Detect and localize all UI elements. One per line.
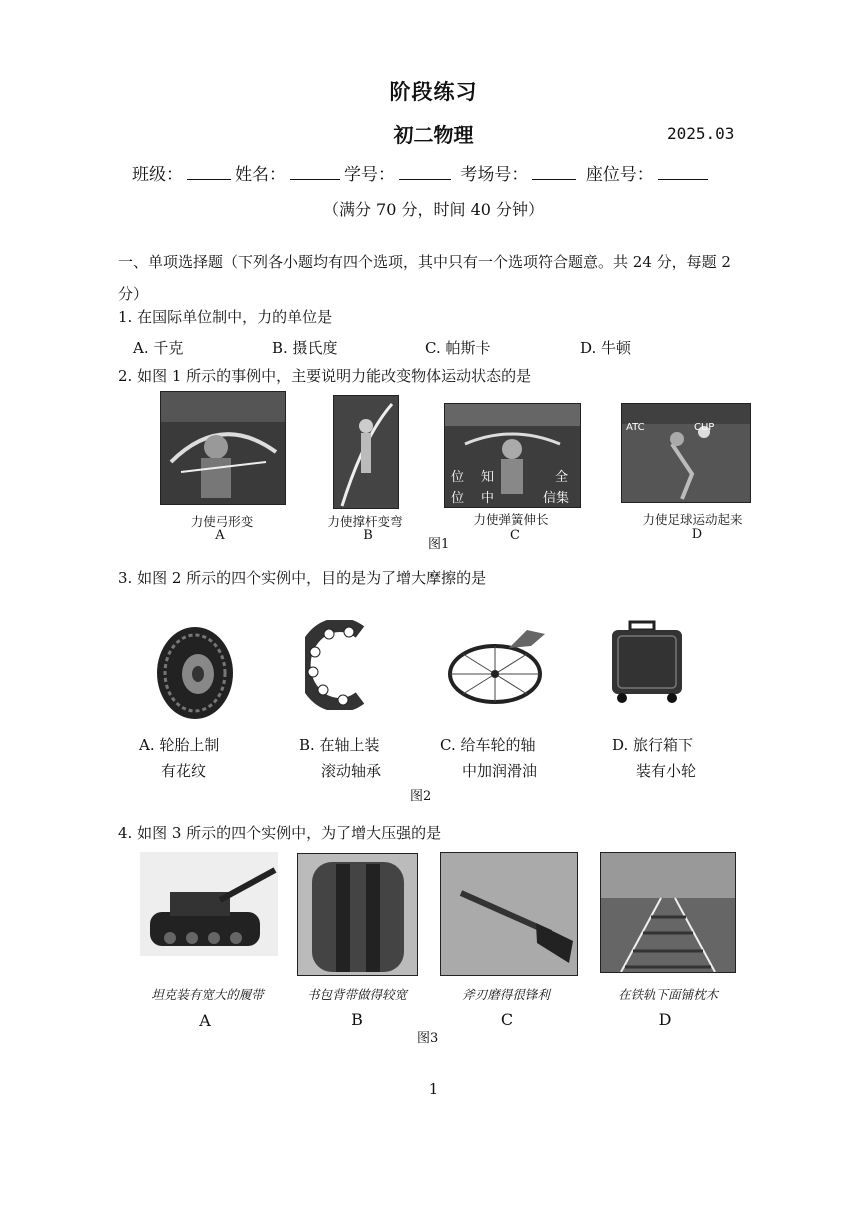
q1-option-a: A. 千克 [133,339,184,357]
section-heading: 一、单项选择题（下列各小题均有四个选项，其中只有一个选项符合题意。共 24 分，每题 2 分） [118,253,731,303]
q2-letter-c: C [510,528,520,543]
photo-d-text-1: ATC [626,422,645,433]
q4-photo-d-railway [600,852,736,973]
q4-stem: 4. 如图 3 所示的四个实例中，为了增大压强的是 [118,824,442,842]
page-subtitle: 初二物理 [393,123,474,147]
figure-2-label: 图2 [410,789,432,804]
q4-photo-c-axe [440,852,578,976]
room-label: 考场号： [460,165,529,185]
q2-photo-c-spring [444,403,581,508]
q2-caption-a: 力使弓形变 [190,514,254,529]
photo-c-text-2: 知 [481,470,495,485]
q4-letter-b: B [351,1010,363,1029]
id-label: 学号： [344,165,395,185]
figure-3-label: 图3 [417,1031,439,1046]
q3-stem: 3. 如图 2 所示的四个实例中，目的是为了增大摩擦的是 [118,569,487,587]
photo-c-text-4: 位 [451,491,465,506]
q4-letter-c: C [500,1010,514,1029]
q4-photo-b-backpack [297,853,418,976]
seat-blank[interactable] [658,165,708,180]
q4-letter-a: A [199,1011,211,1030]
wheel-oil-illustration [447,626,547,706]
q1-option-d: D. 牛顿 [580,339,632,357]
q3-option-a: A. 轮胎上制 有花纹 [139,736,220,780]
q4-photo-a-tank [140,852,278,956]
page-number: 1 [428,1080,439,1098]
q2-stem: 2. 如图 1 所示的事例中，主要说明力能改变物体运动状态的是 [118,367,532,385]
q2-letter-d: D [691,527,703,542]
score-note: （满分 70 分，时间 40 分钟） [322,200,545,219]
page-title: 阶段练习 [389,79,478,104]
q2-caption-b: 力使撑杆变弯 [327,514,403,529]
q2-caption-d: 力使足球运动起来 [642,512,743,527]
q4-caption-c: 斧刃磨得很锋利 [462,987,550,1002]
q2-photo-a-bow [160,391,286,505]
q3-option-b: B. 在轴上装 滚动轴承 [299,736,382,780]
q1-option-c: C. 帕斯卡 [425,339,491,357]
q1-option-b: B. 摄氏度 [272,339,338,357]
seat-label: 座位号： [585,165,654,185]
q2-letter-b: B [363,528,373,543]
q4-caption-a: 坦克装有宽大的履带 [151,987,264,1002]
name-label: 姓名： [235,165,286,185]
suitcase-illustration [608,620,686,704]
photo-c-text-1: 位 [451,470,465,485]
q3-option-d: D. 旅行箱下 装有小轮 [612,736,697,780]
class-blank[interactable] [187,165,231,180]
name-blank[interactable] [290,165,340,180]
tire-illustration [152,624,238,722]
q4-caption-b: 书包背带做得较宽 [306,987,407,1002]
q3-option-c: C. 给车轮的轴 中加润滑油 [440,736,538,780]
q2-caption-c: 力使弹簧伸长 [473,512,549,527]
photo-d-text-2: CUP [694,422,715,433]
q2-photo-d-football [621,403,751,503]
photo-c-text-5: 中 [481,491,495,506]
q4-letter-d: D [658,1010,672,1029]
q1-stem: 1. 在国际单位制中，力的单位是 [118,308,333,326]
q2-photo-b-pole-vault [333,395,399,509]
class-label: 班级： [132,165,183,185]
room-blank[interactable] [532,165,576,180]
id-blank[interactable] [399,165,451,180]
q2-letter-a: A [215,528,225,543]
q4-caption-d: 在铁轨下面铺枕木 [617,987,718,1002]
figure-1-label: 图1 [428,537,450,552]
photo-c-text-6: 信集 [543,491,570,506]
student-info-line [132,160,712,185]
photo-c-text-3: 全 [555,470,569,485]
bearing-illustration [305,620,369,710]
exam-date: 2025.03 [667,124,735,143]
